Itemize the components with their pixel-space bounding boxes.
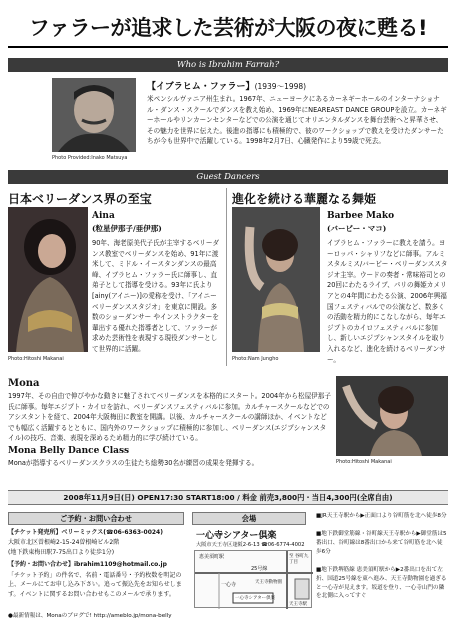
aina-name: Aina <box>92 211 115 221</box>
aina-photo-caption: Photo:Hitoshi Makanai <box>8 356 64 362</box>
guest-dancers-label: Guest Dancers <box>190 172 265 182</box>
mako-bio: イブラヒム・ファラーに教えを請う。ヨーロッパ・シャリフなどに師事。アルミスタルミス/バービー・ベリーダンススタジオ主宰。ウードの奏者・常味裕司との20回にわたるライブ、パリの舞姫カメリアとの4年間にわたる公演、2006年興福国フェスティバルでの公演など、数多くの活動を精力的にこなしながら、毎年エジプトのカイロフェスティバルに参加し、新しいエジプシャンスタイルを取り入れるなど、進化を続けるベリーダンサー。 <box>327 239 448 364</box>
column-divider <box>226 188 227 366</box>
tickets-box-header: ご予約・お問い合わせ <box>8 512 184 525</box>
ibrahim-photo-caption: Photo Provided:Inako Matsuya <box>52 155 128 161</box>
blog-link[interactable]: ●最新情報は、Monaのブログで! http://ameblo.jp/mona-belly <box>8 613 172 619</box>
map-label-tennoji: 天王寺駅 <box>289 602 307 607</box>
map-label-route25: 25号線 <box>251 566 268 572</box>
mona-class-title: Mona Belly Dance Class <box>8 446 130 456</box>
mako-photo-caption: Photo:Nam Jungho <box>232 356 279 362</box>
access-subway: ■地下鉄御堂筋線・谷町線天王寺駅から▶御堂筋は5番出口、谷町線は8番出口から来て谷町筋を北へ徒歩6分 <box>316 531 447 555</box>
mona-class-desc: Monaが指導するベリーダンスクラスの生徒たち総勢30名が練習の成果を発揮する。 <box>8 459 259 467</box>
ibrahim-photo <box>52 78 136 152</box>
mona-name: Mona <box>8 378 40 389</box>
mona-photo <box>336 376 448 456</box>
venue-box-header: 会場 <box>192 512 306 525</box>
mona-photo-caption: Photo:Hitoshi Makanai <box>336 459 392 465</box>
mako-name-jp: (バービー・マコ) <box>327 224 387 233</box>
aina-photo <box>8 207 88 352</box>
venue-name: 一心寺シアター倶楽 <box>196 531 277 541</box>
map-label-isshinji: 一心寺 <box>221 582 237 588</box>
ticket-sales-line: 【チケット発売所】ベリーミックス(☎06-6363-0024) <box>8 529 163 536</box>
ibrahim-years: (1939〜1998) <box>254 82 307 91</box>
map-label-tanimachi: 至 谷町九丁目 <box>289 554 309 565</box>
ibrahim-bio: 米ペンシルヴァニア州生まれ。1967年、ニューヨークにあるカーネギーホールのインターナショナル・ダンス・スクールでダンスを教え始め、1969年にNEAREAST DANCE GROUPを設立。カーネギーホールやリンカーンセンターなどでの公演を通じてオリエンタルダンスを舞台芸術へと昇華させ、その魅力を世界に伝えた。後進の指導にも積極的で、彼のワークショップで教えを受けたダンサーたちが今も世界中で活躍している。1998年2月7日、心臓発作により59歳で死去。 <box>147 95 447 146</box>
aina-section-title: 日本ベリーダンス界の至宝 <box>8 192 152 206</box>
mako-name: Barbee Mako <box>327 211 395 221</box>
venue-map <box>194 550 312 608</box>
aina-bio: 90年、海老原美代子氏が主宰するベリーダンス教室でベリーダンスを始め、91年に渡米して、ミドル・イースタンダンスの最高峰、イブラヒム・ファラー氏に師事し、直弟子として指導を受ける。93年に氏より[ainy(アイニー)]の愛称を受け、「アイニーベリーダンススタジオ」を東京に開設。多数のショーダンサー やインストラクターを輩出する優れた指導者として、ファラーが求めた芸術性を表現する現役ダンサーとして世界的に活躍。 <box>92 239 220 353</box>
event-info-bar: 2008年11月9日(日) OPEN17:30 START18:00 / 料金 前売3,800円・当日4,300円(全席自由) <box>8 490 448 505</box>
guest-dancers-bar <box>8 170 448 184</box>
mako-section-title: 進化を続ける華麗なる舞姫 <box>232 192 377 206</box>
ticket-access-line: (地下鉄東梅田駅7-75出口より徒歩1分) <box>8 549 115 556</box>
ticket-contact-email[interactable]: 【予約・お問い合わせ】ibrahim1109@hotmail.co.jp <box>8 561 167 568</box>
venue-address: 大阪市天王寺区逢阪2-6-13 ☎06-6774-4002 <box>196 542 305 548</box>
who-is-bar-label: Who is Ibrahim Farrah? <box>171 60 285 70</box>
ticket-reservation-instructions: 「チケット予約」の件名で、名前・電話番号・予約枚数を明記の上、メールにてお申し込み下さい。追って振込先をお知らせします。イベントに関するお問い合わせもこのメールで承ります。 <box>8 572 182 598</box>
map-label-venue: 一心寺シアター倶楽 <box>235 596 276 601</box>
who-is-bar <box>8 58 448 72</box>
aina-name-jp: (粒星伊那子/亜伊那) <box>92 224 162 233</box>
map-label-zoo: 天王寺動物園 <box>255 580 282 585</box>
access-sakaisuji: ■地下鉄堺筋線 恵美須町駅から▶2番出口を出て左折、国道25号線を東へ進み、天王寺動物園を過ぎると一心寺が見えます。坂道を登り、一心寺山門の隣を北側に入ってすぐ <box>316 567 447 600</box>
ticket-address-line: 大阪市北区曽根崎2-15-24曽根崎ビル2階 <box>8 539 120 546</box>
access-jr: ■JR天王寺駅から▶正面口より谷町筋を北へ徒歩8分 <box>316 513 447 519</box>
map-label-ebisucho: 恵美須町駅 <box>199 554 225 560</box>
ibrahim-name: 【イブラヒム・ファラー】 <box>147 82 255 92</box>
mako-photo <box>232 207 320 352</box>
mona-bio: 1997年、その自由で伸びやかな動きに魅了されてベリーダンスを本格的にスタート。2004年から松屋伊那子氏に師事。毎年エジプト・カイロを訪れ、ベリーダンスフェスティバルに参加。カルチャースクールなどでのアシスタントを経て、2004年大阪梅田に教室を開講。以後、カルチャースクールの講師ほか、イベントなどでも幅広く活躍するとともに、国内外のワークショップに積極的に参加し、ベリーダンス(エジプシャンスタイル)の技巧、音楽、表現を深めるため精力的に学び続けている。 <box>8 392 331 443</box>
headline: ファラーが追求した芸術が大阪の夜に甦る! <box>8 8 448 48</box>
